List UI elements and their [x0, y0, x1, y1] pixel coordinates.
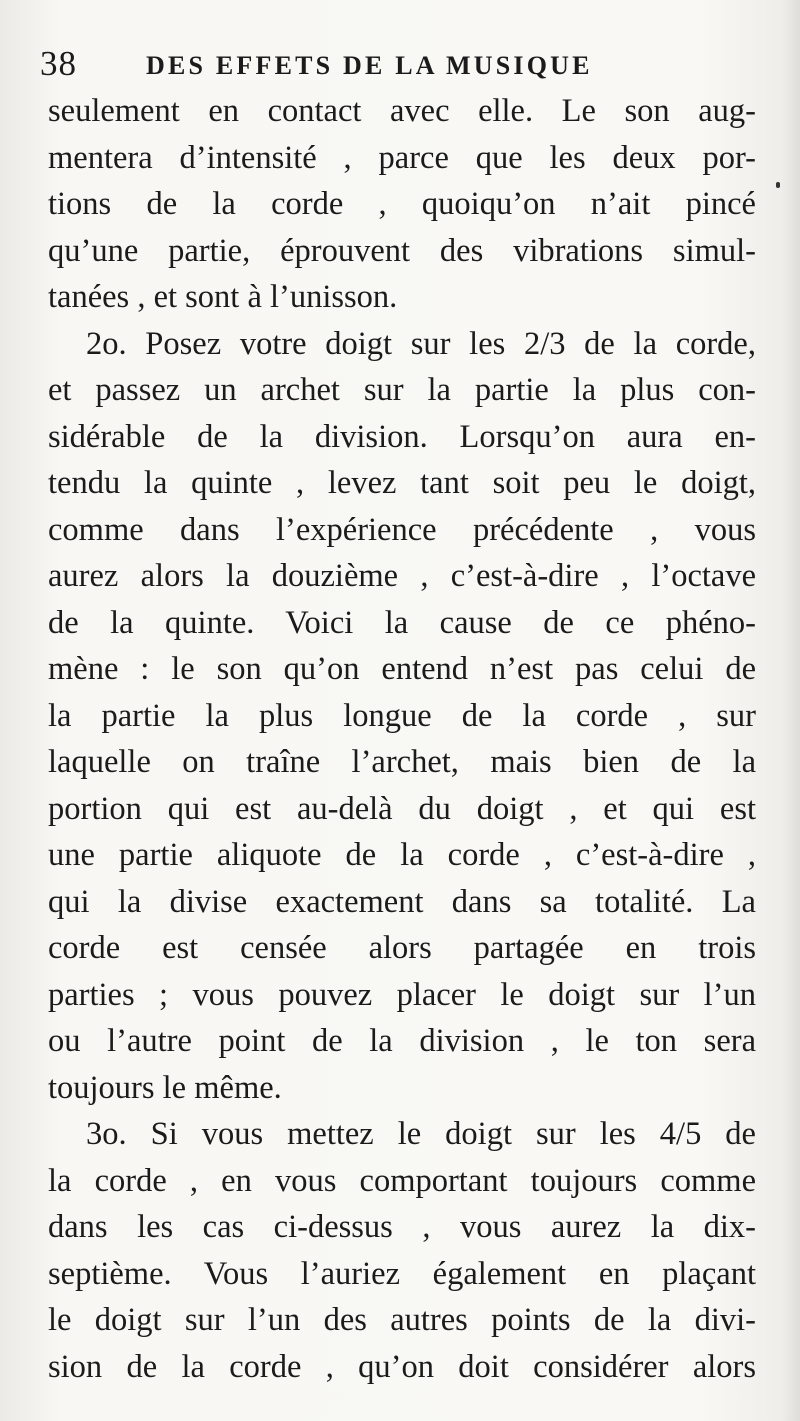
- text-line: une partie aliquote de la corde , c’est-à-dire ,: [48, 837, 756, 873]
- text-line: sion de la corde , qu’on doit considérer alors: [48, 1348, 756, 1385]
- text-line: toujours le même.: [48, 1069, 282, 1106]
- text-line: aurez alors la douzième , c’est-à-dire , l’octave: [48, 558, 756, 594]
- text-line: tendu la quinte , levez tant soit peu le doigt,: [48, 465, 756, 501]
- margin-mark: [776, 182, 780, 188]
- text-line: 2o. Posez votre doigt sur les 2/3 de la corde,: [86, 325, 756, 362]
- text-line: tanées , et sont à l’unisson.: [48, 279, 398, 315]
- text-line: 3o. Si vous mettez le doigt sur les 4/5 de: [86, 1116, 756, 1152]
- text-line: portion qui est au-delà du doigt , et qui est: [48, 790, 756, 827]
- text-line: la corde , en vous comportant toujours comme: [48, 1162, 756, 1199]
- text-line: septième. Vous l’auriez également en plaçant: [48, 1255, 756, 1292]
- text-line: comme dans l’expérience précédente , vous: [48, 511, 756, 548]
- text-line: le doigt sur l’un des autres points de la divi-: [48, 1302, 756, 1338]
- text-line: laquelle on traîne l’archet, mais bien de la: [48, 744, 756, 780]
- text-line: qu’une partie, éprouvent des vibrations simul-: [48, 232, 756, 269]
- text-line: corde est censée alors partagée en trois: [48, 930, 756, 966]
- text-line: de la quinte. Voici la cause de ce phéno-: [48, 604, 756, 641]
- text-line: tions de la corde , quoiqu’on n’ait pincé: [48, 186, 756, 222]
- running-head: [40, 44, 760, 88]
- text-line: ou l’autre point de la division , le ton sera: [48, 1023, 756, 1059]
- running-title: DES EFFETS DE LA MUSIQUE: [146, 51, 593, 80]
- body-text: [48, 88, 756, 1390]
- page-number: 38: [40, 44, 77, 83]
- text-line: mentera d’intensité , parce que les deux por-: [48, 139, 756, 176]
- page-edge-shadow: [782, 0, 800, 1421]
- text-line: seulement en contact avec elle. Le son aug-: [48, 93, 756, 129]
- text-line: qui la divise exactement dans sa totalité. La: [48, 883, 756, 920]
- text-line: la partie la plus longue de la corde , sur: [48, 697, 756, 734]
- text-line: sidérable de la division. Lorsqu’on aura en-: [48, 418, 756, 455]
- text-line: et passez un archet sur la partie la plus con-: [48, 372, 756, 408]
- text-line: dans les cas ci-dessus , vous aurez la dix-: [48, 1209, 756, 1245]
- text-line: mène : le son qu’on entend n’est pas celui de: [48, 651, 756, 687]
- text-line: parties ; vous pouvez placer le doigt sur l’un: [48, 976, 756, 1013]
